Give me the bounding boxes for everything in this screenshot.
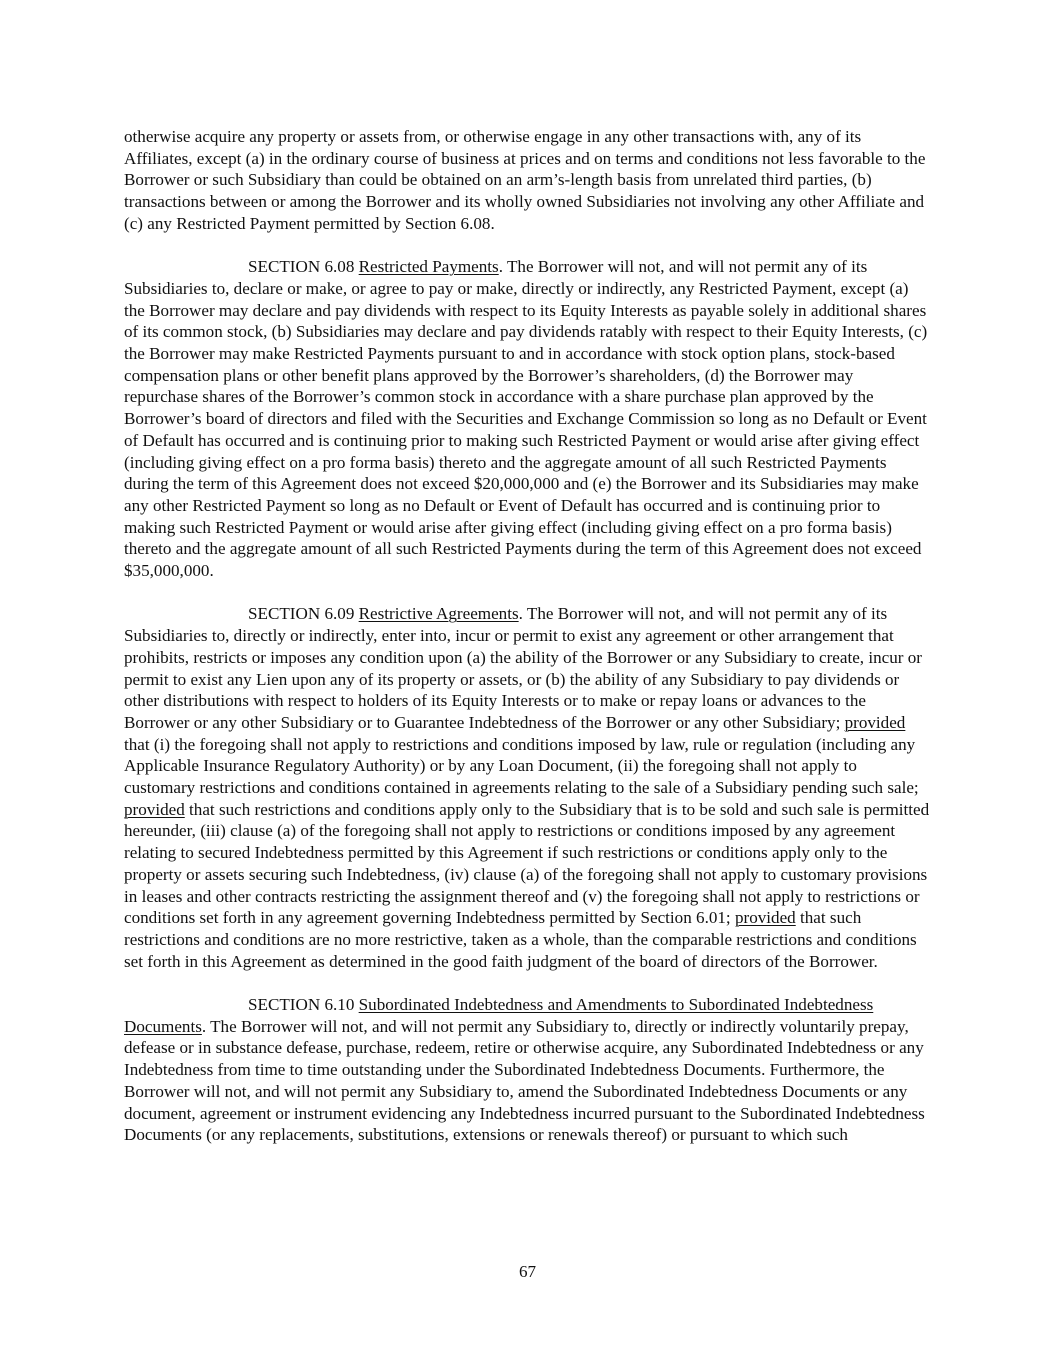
section-body: . The Borrower will not, and will not permit any of its Subsidiaries to, directly or indirectly, enter into, incur or permit to exist any agreement or other arrangement that prohibits, restricts or imposes any condition upon (a) the ability of the Borrower or any Subsidiary to create, incur or permit to exist any Lien upon any of its property or assets, or (b) the ability of any Subsidiary to pay dividends or other distributions with respect to holders of its Equity Interests or to make or repay loans or advances to the Borrower or any other Subsidiary or to Guarantee Indebtedness of the Borrower or any other Subsidiary; [124, 604, 922, 732]
section-6-09 [124, 603, 930, 972]
section-title: Restrictive Agreements [358, 604, 519, 624]
section-body: . The Borrower will not, and will not permit any of its Subsidiaries to, declare or make, or agree to pay or make, directly or indirectly, any Restricted Payment, except (a) the Borrower may declare and pay dividends with respect to its Equity Interests as payable solely in additional shares of its common stock, (b) Subsidiaries may declare and pay dividends ratably with respect to their Equity Interests, (c) the Borrower may make Restricted Payments pursuant to and in accordance with stock option plans, stock-based compensation plans or other benefit plans approved by the Borrower’s shareholders, (d) the Borrower may repurchase shares of the Borrower’s common stock in accordance with a share purchase plan approved by the Borrower’s board of directors and filed with the Securities and Exchange Commission so long as no Default or Event of Default has occurred and is continuing prior to making such Restricted Payment or would arise after giving effect (including giving effect on a pro forma basis) thereto and the aggregate amount of all such Restricted Payments during the term of this Agreement does not exceed $20,000,000 and (e) the Borrower and its Subsidiaries may make any other Restricted Payment so long as no Default or Event of Default has occurred and is continuing prior to making such Restricted Payment or would arise after giving effect (including giving effect on a pro forma basis) thereto and the aggregate amount of all such Restricted Payments during the term of this Agreement does not exceed $35,000,000. [124, 257, 928, 581]
section-title: Subordinated Indebtedness and Amendments to Subordinated Indebtedness Documents [124, 995, 874, 1036]
section-6-08 [124, 256, 930, 582]
paragraph-text: otherwise acquire any property or assets from, or otherwise engage in any other transactions with, any of its Affiliates, except (a) in the ordinary course of business at prices and on terms and conditions not less favorable to the Borrower or such Subsidiary than could be obtained on an arm’s-length basis from unrelated third parties, (b) transactions between or among the Borrower and its wholly owned Subsidiaries not involving any other Affiliate and (c) any Restricted Payment permitted by Section 6.08. [124, 127, 926, 233]
section-heading: SECTION 6.08 [248, 257, 355, 277]
section-body: that such restrictions and conditions apply only to the Subsidiary that is to be sold and such sale is permitted hereunder, (iii) clause (a) of the foregoing shall not apply to restrictions or conditions imposed by any agreement relating to secured Indebtedness permitted by this Agreement if such restrictions or conditions apply only to the property or assets securing such Indebtedness, (iv) clause (a) of the foregoing shall not apply to customary provisions in leases and other contracts restricting the assignment thereof and (v) the foregoing shall not apply to restrictions or conditions set forth in any agreement governing Indebtedness permitted by Section 6.01; [124, 799, 930, 928]
provided-term: provided [734, 908, 796, 928]
paragraph-affiliate-transactions-continued [124, 126, 930, 235]
section-heading: SECTION 6.10 [248, 995, 355, 1015]
section-body: that (i) the foregoing shall not apply to restrictions and conditions imposed by law, rule or regulation (including any Applicable Insurance Regulatory Authority) or by any Loan Document, (ii) the foregoing shall not apply to customary restrictions and conditions contained in agreements relating to the sale of a Subsidiary pending such sale; [124, 734, 919, 798]
section-title: Restricted Payments [358, 257, 499, 277]
section-heading: SECTION 6.09 [248, 604, 355, 624]
document-page [124, 126, 930, 1146]
provided-term: provided [844, 712, 906, 732]
page-number: 67 [518, 1262, 537, 1281]
section-6-10 [124, 994, 930, 1146]
provided-term: provided [124, 799, 185, 819]
section-body: . The Borrower will not, and will not permit any Subsidiary to, directly or indirectly voluntarily prepay, defease or in substance defease, purchase, redeem, retire or otherwise acquire, any Subordinated Indebtedness or any Indebtedness from time to time outstanding under the Subordinated Indebtedness Documents. Furthermore, the Borrower will not, and will not permit any Subsidiary to, amend the Subordinated Indebtedness Documents or any document, agreement or instrument evidencing any Indebtedness incurred pursuant to the Subordinated Indebtedness Documents (or any replacements, substitutions, extensions or renewals thereof) or pursuant to which such [124, 1016, 925, 1145]
section-body: that such restrictions and conditions are no more restrictive, taken as a whole, than the comparable restrictions and conditions set forth in this Agreement as determined in the good faith judgment of the board of directors of the Borrower. [124, 908, 917, 971]
